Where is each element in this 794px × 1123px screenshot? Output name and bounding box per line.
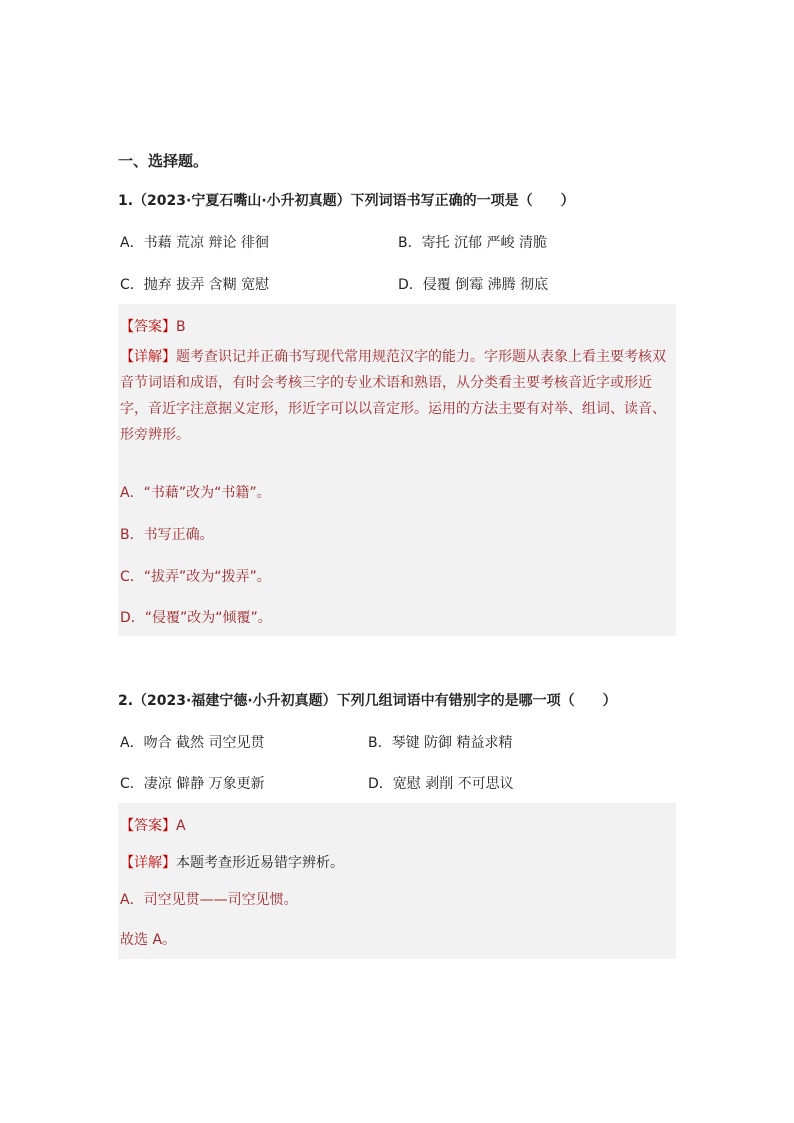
question-2-detail (120, 852, 344, 872)
answer-tag: 【答案】 (120, 319, 176, 335)
question-2-option-b: B．琴键 防御 精益求精 (368, 735, 513, 751)
explanation-d: D．“侵覆”改为“倾覆”。 (120, 610, 272, 626)
question-1-option-b: B．寄托 沉郁 严峻 清脆 (398, 235, 547, 251)
explanation-b: B．书写正确。 (120, 527, 214, 543)
answer-value: B (176, 319, 186, 335)
question-2-answer (120, 815, 186, 835)
question-1-title: 1.（2023·宁夏石嘴山·小升初真题）下列词语书写正确的一项是（ ） (118, 193, 575, 209)
question-1-option-a: A．书藉 荒凉 辩论 徘徊 (120, 235, 269, 251)
question-1-detail (120, 344, 676, 448)
question-2-title: 2.（2023·福建宁德·小升初真题）下列几组词语中有错别字的是哪一项（ ） (118, 693, 617, 709)
answer-tag: 【答案】 (120, 818, 176, 834)
question-2-option-d: D．宽慰 剥削 不可思议 (368, 776, 514, 792)
question-1-option-c: C．抛弃 拔弄 含糊 宽慰 (120, 277, 270, 293)
detail-tag: 【详解】 (120, 349, 176, 365)
question-1-answer-box (118, 304, 676, 636)
explanation-a: A．“书藉”改为“书籍”。 (120, 485, 271, 501)
detail-tag: 【详解】 (120, 855, 176, 871)
section-title: 一、选择题。 (118, 152, 209, 170)
answer-value: A (176, 818, 186, 834)
question-1-answer (120, 316, 186, 336)
explanation-c: C．“拔弄”改为“拨弄”。 (120, 569, 271, 585)
detail-text: 本题考查形近易错字辨析。 (176, 855, 344, 871)
conclusion: 故选 A。 (120, 932, 177, 948)
explanation-a: A．司空见贯——司空见惯。 (120, 892, 298, 908)
question-2-option-a: A．吻合 截然 司空见贯 (120, 735, 265, 751)
question-2-option-c: C．凄凉 僻静 万象更新 (120, 776, 265, 792)
question-1-option-d: D．侵覆 倒霉 沸腾 彻底 (398, 277, 549, 293)
question-2-answer-box (118, 803, 676, 959)
detail-text: 题考查识记并正确书写现代常用规范汉字的能力。字形题从表象上看主要考核双音节词语和成语，有时会考核三字的专业术语和熟语，从分类看主要考核音近字或形近字，音近字注意据义定形，形近字可以以音定形。运用的方法主要有对举、组词、读音、形旁辨形。 (120, 349, 666, 443)
